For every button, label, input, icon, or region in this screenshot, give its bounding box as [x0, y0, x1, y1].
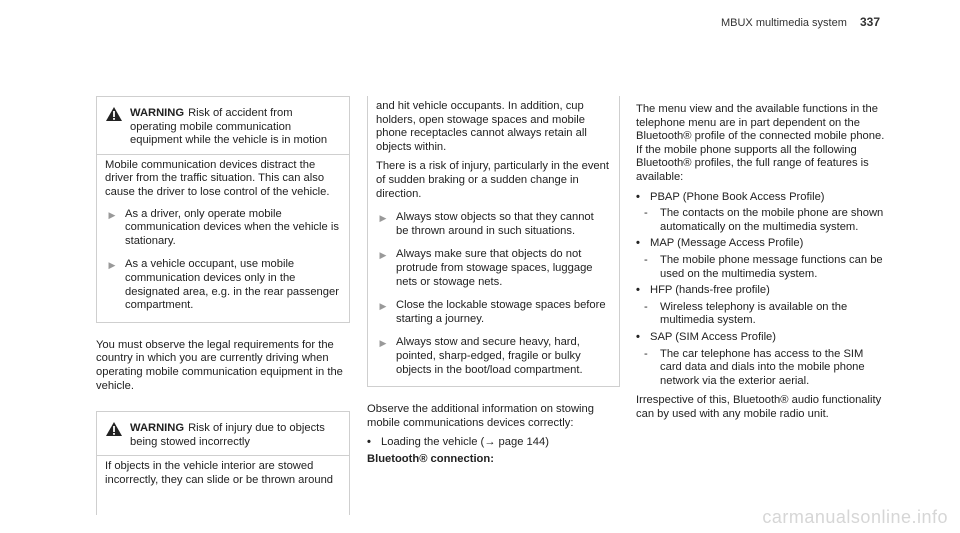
bullet-dot-icon: •: [636, 190, 640, 203]
profile-description: - The mobile phone message functions can be used on the multimedia system.: [644, 253, 883, 280]
profile-name: HFP (hands-free profile): [650, 284, 770, 297]
column-3: [636, 103, 886, 427]
bullet-dot-icon: •: [636, 284, 640, 297]
profile-name: SAP (SIM Access Profile): [650, 330, 777, 343]
warning-triangle-icon: [105, 106, 123, 122]
warning-label: WARNING: [130, 107, 185, 119]
bullet-dot-icon: •: [636, 237, 640, 250]
page-header: [721, 16, 880, 31]
bullet-dot-icon: •: [367, 436, 371, 449]
legal-paragraph: You must observe the legal requirements for the country in which you are currently driving when operating mobile communication equipment in the vehicle.: [96, 338, 343, 392]
outro-paragraph: Irrespective of this, Bluetooth® audio functionality can by used with any mobile radio unit.: [636, 394, 882, 420]
watermark: carmanualsonline.info: [762, 507, 948, 528]
list-item: [636, 284, 886, 328]
list-item: ▶ Always stow objects so that they cannot be thrown around in such situations.: [376, 211, 609, 238]
profile-description: - Wireless telephony is available on the multimedia system.: [644, 300, 848, 327]
page-reference-link[interactable]: Loading the vehicle (→ page 144): [381, 436, 549, 449]
bullet-dot-icon: •: [636, 330, 640, 343]
list-item: ▶ Always stow and secure heavy, hard, pointed, sharp-edged, fragile or bulky objects in the boot/load compartment.: [376, 336, 609, 377]
list-item: ▶ Close the lockable stowage spaces before starting a journey.: [376, 299, 609, 326]
column-2: [367, 96, 620, 466]
section-heading: Bluetooth® connection:: [367, 452, 494, 465]
list-item: [636, 237, 886, 281]
warning-body: Mobile communication devices distract the driver from the traffic situation. This can also cause the driver to lose control of the vehicle.: [105, 158, 330, 198]
warning-box-injury: [96, 411, 350, 515]
warning-box-continued: [367, 96, 620, 387]
arrow-bullet-icon: ▶: [108, 260, 116, 271]
profile-description: - The car telephone has access to the SIM card data and dials into the mobile phone network via the exterior aerial.: [644, 347, 865, 387]
arrow-bullet-icon: ▶: [379, 250, 387, 261]
list-item: ▶ As a driver, only operate mobile communication devices when the vehicle is stationary.: [105, 208, 339, 249]
warning-box-accident: [96, 96, 350, 323]
list-item: [636, 191, 886, 235]
arrow-bullet-icon: ▶: [379, 301, 387, 312]
list-item[interactable]: [367, 436, 620, 450]
arrow-bullet-icon: ▶: [108, 209, 116, 220]
profile-name: MAP (Message Access Profile): [650, 237, 804, 250]
divider: [97, 455, 349, 456]
warning-title: Risk of injury due to objects being stowed incorrectly: [130, 422, 325, 448]
page-number: 337: [859, 15, 880, 29]
reference-list: [367, 436, 620, 450]
arrow-bullet-icon: ▶: [379, 338, 387, 349]
profile-list: [636, 191, 886, 389]
warning-label: WARNING: [130, 422, 185, 435]
warning-instructions: [376, 211, 609, 377]
warning-header: [105, 107, 339, 154]
observe-paragraph: Observe the additional information on stowing mobile communications devices correctly:: [367, 403, 594, 429]
warning-header: [105, 422, 339, 455]
divider: [97, 154, 349, 155]
list-item: ▶ As a vehicle occupant, use mobile communication devices only in the designated area, e.g. in the rear passenger compartment.: [105, 258, 339, 312]
warning-continued-text: and hit vehicle occupants. In addition, cup holders, open stowage spaces and mobile phone receptacles cannot always retain all objects within.: [376, 100, 587, 153]
section-title: MBUX multimedia system: [720, 17, 847, 29]
warning-instructions: [105, 208, 339, 313]
profile-name: PBAP (Phone Book Access Profile): [650, 190, 825, 203]
warning-body: If objects in the vehicle interior are stowed incorrectly, they can slide or be thrown around: [105, 460, 334, 486]
warning-triangle-icon: [105, 421, 123, 437]
list-item: ▶ Always make sure that objects do not protrude from stowage spaces, luggage nets or stowage nets.: [376, 248, 609, 289]
list-item: [636, 331, 886, 388]
arrow-bullet-icon: ▶: [379, 213, 387, 224]
warning-title: Risk of accident from operating mobile communication equipment while the vehicle is in motion: [130, 107, 328, 147]
warning-continued-text-2: There is a risk of injury, particularly in the event of sudden braking or a sudden change in direction.: [376, 160, 609, 200]
intro-paragraph: The menu view and the available functions in the telephone menu are in part dependent on the Bluetooth® profile of the connected mobile phone. If the mobile phone supports all the following Bluetooth® profiles, the full range of features is available:: [636, 103, 885, 183]
column-1: [96, 96, 350, 515]
profile-description: - The contacts on the mobile phone are shown automatically on the multimedia system.: [644, 207, 884, 233]
